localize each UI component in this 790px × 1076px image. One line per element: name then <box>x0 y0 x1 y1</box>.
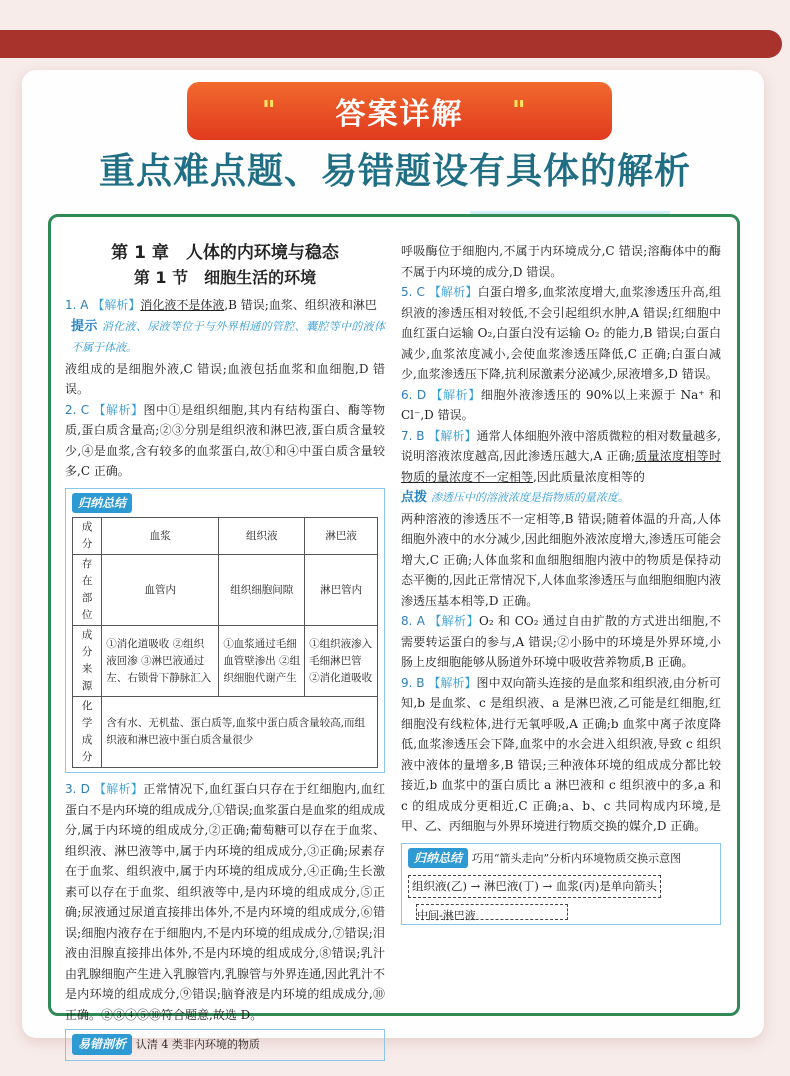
summary-box <box>65 488 385 774</box>
answer-number: 9. B <box>401 675 425 690</box>
answer-text: ,B 错误;血浆、组织液和淋巴 <box>224 298 377 312</box>
analysis-tag: 【解析】 <box>92 298 141 312</box>
error-analysis-box <box>65 1029 385 1061</box>
answer-3 <box>65 779 385 1025</box>
top-bar <box>0 30 782 58</box>
section-title: 第 1 节 细胞生活的环境 <box>133 268 317 287</box>
table-row <box>73 626 378 697</box>
right-column <box>401 241 721 931</box>
tip-text: 渗透压中的溶液浓度是指物质的量浓度。 <box>430 491 629 504</box>
answer-banner <box>187 82 612 140</box>
answer-text: ,因此质量浓度相等的 <box>533 469 645 484</box>
answer-text: 正常情况下,血红蛋白只存在于红细胞内,血红蛋白不是内环境的组成成分,①错误;血浆蛋白是血浆的组成成分,属于内环境的组成成分,②正确;葡萄糖可以存在于血浆、组织液、淋巴液等中,属于内环境的组成成分,③正确;尿素存在于血浆、组织液中,属于内环境的组成成分,④正确;生长激素可以存在于血浆、组织液等中,是内环境的组成成分,⑤正确;尿液通过尿道直接排出体外,不是内环境的组成成分,⑥错误;细胞内液存在于细胞内,不是内环境的组成成分,⑦错误;泪液由泪腺直接排出体外,不是内环境的组成成分,⑧错误;乳汁由乳腺细胞产生进入乳腺管内,乳腺管与外界连通,因此乳汁不是内环境的组成成分,⑨错误;脑脊液是内环境的组成成分,⑩正确。②③④⑤⑩符合题意,故选 D。 <box>65 782 385 1022</box>
answer-number: 2. C <box>65 402 90 417</box>
answer-9 <box>401 673 721 837</box>
answer-6 <box>401 385 721 426</box>
table-cell: 化学成分 <box>73 697 102 768</box>
table-header-cell: 淋巴液 <box>305 518 378 555</box>
quote-mark-left-icon: " <box>262 96 278 126</box>
answer-number: 3. D <box>65 782 90 796</box>
answer-5 <box>401 282 721 385</box>
flow-node-label: 淋巴液(丁) <box>483 879 539 893</box>
answer-text: 细胞外液渗透压的 90%以上来源于 Na⁺ 和 Cl⁻,D 错误。 <box>401 387 721 422</box>
flow-diagram <box>408 875 714 898</box>
table-header-cell: 血浆 <box>102 518 219 555</box>
analysis-tag: 【解析】 <box>93 782 144 796</box>
answer-1-continued: 液组成的是细胞外液,C 错误;血液包括血浆和血细胞,D 错误。 <box>65 361 385 396</box>
answer-text: 图中①是组织细胞,其内有结构蛋白、酶等物质,蛋白质含量高;②③分别是组织液和淋巴液,蛋白质含量较少,④是血浆,含有较多的血浆蛋白,故①和④中蛋白质含量较多,C 正确。 <box>65 402 385 478</box>
analysis-tag: 【解析】 <box>428 428 477 443</box>
tip-1 <box>65 316 385 359</box>
answer-number: 5. C <box>401 285 425 299</box>
answer-text: O₂ 和 CO₂ 通过自由扩散的方式进出细胞,不需要转运蛋白的参与,A 错误;②小肠中的环境是外界环境,小肠上皮细胞能够从肠道外环境中吸收营养物质,B 正确。 <box>401 614 721 669</box>
flow-node <box>408 875 661 898</box>
arrow-right-icon: → <box>470 879 481 893</box>
summary-title: 归纳总结 <box>408 848 468 869</box>
summary-desc: 巧用“箭头走向”分析内环境物质交换示意图 <box>471 851 682 865</box>
answer-text: 通常人体细胞外液中溶质微粒的相对数量越多,说明溶液浓度越高,因此渗透压越大,A 正确; <box>401 428 721 463</box>
answer-number: 1. A <box>65 298 89 312</box>
flow-cut-label: 中间-淋巴液 <box>417 908 476 922</box>
table-header-cell: 成分 <box>73 518 102 555</box>
tip-7 <box>401 487 721 509</box>
table-cell: 成分来源 <box>73 626 102 697</box>
answer-number: 7. B <box>401 428 425 443</box>
answer-number: 8. A <box>401 614 425 628</box>
answer-1 <box>65 295 385 316</box>
summary-table <box>72 517 378 768</box>
underlined-text: 质量浓度相等时物质的量浓度不一定相等 <box>401 449 721 484</box>
page-subtitle: 重点难点题、易错题设有具体的解析 <box>98 151 691 192</box>
underlined-text: 消化液不是体液 <box>140 298 225 312</box>
analysis-tag: 【解析】 <box>428 675 477 690</box>
error-analysis-title: 易错剖析 <box>72 1034 132 1055</box>
left-column <box>65 241 385 1067</box>
analysis-tag: 【解析】 <box>429 614 480 628</box>
table-header-row <box>73 518 378 555</box>
table-cell: ①血浆通过毛细血管壁渗出 ②组织细胞代谢产生 <box>219 626 305 697</box>
answer-8 <box>401 611 721 673</box>
summary-title: 归纳总结 <box>72 493 132 514</box>
tip-label: 提示 <box>71 318 98 334</box>
table-cell: 组织细胞间隙 <box>219 555 305 626</box>
analysis-tag: 【解析】 <box>93 402 144 417</box>
banner-title: 答案详解 <box>335 97 464 132</box>
answer-4-continued: 呼吸酶位于细胞内,不属于内环境成分,C 错误;溶酶体中的酶不属于内环境的成分,D 错误。 <box>401 244 721 279</box>
answer-7 <box>401 426 721 488</box>
table-row <box>73 697 378 768</box>
tip-text: 消化液、尿液等位于与外界相通的管腔、囊腔等中的液体不属于体液。 <box>71 319 385 354</box>
analysis-tag: 【解析】 <box>428 285 478 299</box>
error-analysis-desc: 认清 4 类非内环境的物质 <box>135 1038 260 1051</box>
answer-text: 图中双向箭头连接的是血浆和组织液,由分析可知,b 是血浆、c 是组织液、a 是淋巴液,乙可能是红细胞,红细胞没有线粒体,进行无氧呼吸,A 正确;b 血浆中离子浓度降低,血浆渗透压会下降,血浆中的水会进入组织液,导致 c 组织液中液体的量增多,B 错误;三种液体环境的组成成分都比较接近,b 血浆中的蛋白质比 a 淋巴液和 c 组织液中的多,a 和 c 的组成成分更相近,C 正确;a、b、c 共同构成内环境,是甲、乙、丙细胞与外界环境进行物质交换的媒介,D 正确。 <box>401 675 721 833</box>
table-cell: 含有水、无机盐、蛋白质等,血浆中蛋白质含量较高,而组织液和淋巴液中蛋白质含量很少 <box>102 697 378 768</box>
table-header-cell: 组织液 <box>219 518 305 555</box>
analysis-tag: 【解析】 <box>430 387 481 402</box>
table-cell: 血管内 <box>102 555 219 626</box>
arrow-right-icon: → <box>542 879 553 893</box>
table-cell: 淋巴管内 <box>305 555 378 626</box>
tip-label: 点拨 <box>401 490 428 505</box>
quote-mark-right-icon: " <box>512 96 528 126</box>
summary-box-2 <box>401 843 721 925</box>
table-cell: 存在部位 <box>73 555 102 626</box>
flow-node-label: 血浆(丙)是单向箭头 <box>555 879 657 893</box>
answer-frame <box>48 214 740 1051</box>
flow-box-cut <box>416 904 568 920</box>
table-cell: ①组织液渗入毛细淋巴管 ②消化道吸收 <box>305 626 378 697</box>
answer-7-continued: 两种溶液的渗透压不一定相等,B 错误;随着体温的升高,人体细胞外液中的水分减少,因此细胞外液浓度增大,渗透压可能会增大,C 正确;人体血浆和血细胞细胞内液中的物质是保持动态平衡的,因此正常情况下,人体血浆渗透压与血细胞细胞内液渗透压基本相等,D 正确。 <box>401 511 721 608</box>
answer-2 <box>65 400 385 482</box>
answer-text: 白蛋白增多,血浆浓度增大,血浆渗透压升高,组织液的渗透压相对较低,不会引起组织水肿,A 错误;红细胞中血红蛋白运输 O₂,白蛋白没有运输 O₂ 的能力,B 错误;白蛋白减少,血浆浓度减小,会使血浆渗透压降低,C 正确;白蛋白减少,血浆渗透压下降,抗利尿激素分泌减少,尿液增多,D 错误。 <box>401 285 721 381</box>
answer-number: 6. D <box>401 387 427 402</box>
flow-node-label: 组织液(乙) <box>412 879 467 893</box>
table-cell: ①消化道吸收 ②组织液回渗 ③淋巴液通过左、右锁骨下静脉汇入 <box>102 626 219 697</box>
chapter-title: 第 1 章 人体的内环境与稳态 <box>111 243 339 263</box>
table-row <box>73 555 378 626</box>
